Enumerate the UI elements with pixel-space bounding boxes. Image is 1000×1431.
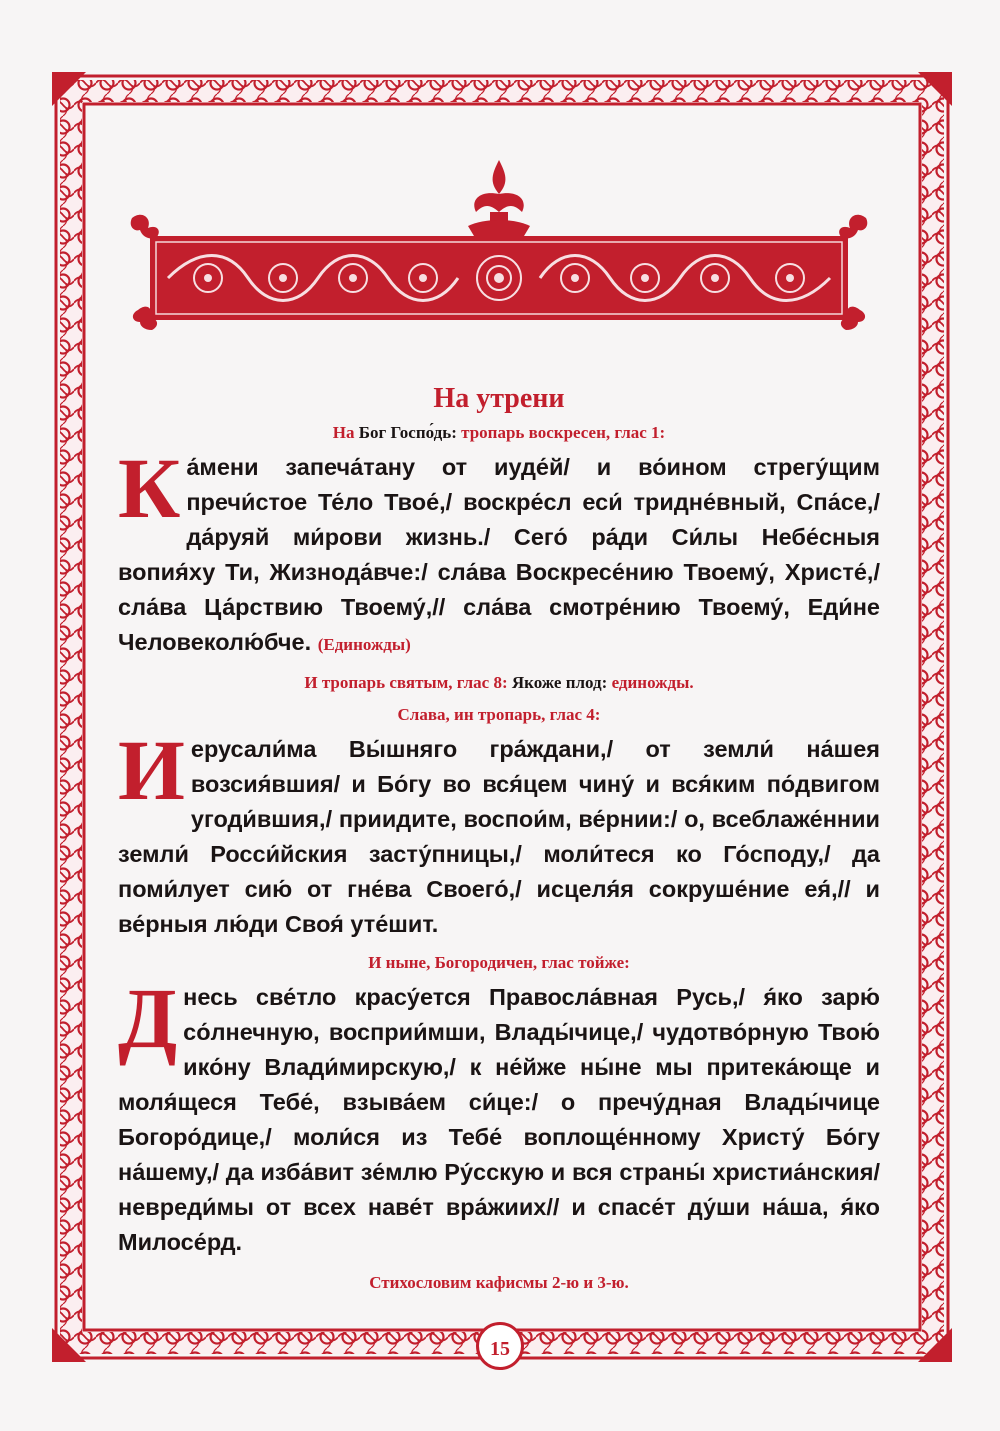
theotokion	[118, 970, 880, 1260]
rubric-incipit: Бог Госпо́дь:	[358, 423, 457, 442]
troparion-saints	[118, 722, 880, 942]
dropcap: К	[118, 440, 181, 536]
rubric-god-is-the-lord	[118, 420, 880, 446]
dropcap: И	[118, 722, 185, 818]
section-title: На утрени	[433, 383, 565, 414]
theotokion-text: несь све́тло красу́ется Правосла́вная Русь,/ я́ко зарю́ со́лнечную, восприи́мши, Влады́чице,/ чудотво́рную Твою́ ико́ну Влади́мирскую,/ к не́йже ны́не мы притека́юще и моля́щеся Тебе́, взыва́ем си́це:/ о пречу́дная Влады́чице Богоро́дице,/ моли́ся из Тебе́ воплоще́нному Христу́ Бо́гу на́шему,/ да изба́вит зе́млю Ру́сскую и вся страны́ христиа́нския/ невреди́мы от всех наве́т вра́жиих// и спасе́т ду́ши на́ша, я́ко Милосе́рд.	[118, 984, 880, 1255]
once-note: (Единожды)	[317, 635, 411, 654]
floral-vine-headpiece	[128, 160, 870, 340]
rubric-kathismata: Стихословим кафисмы 2-ю и 3-ю.	[369, 1273, 629, 1292]
service-text	[118, 378, 880, 1296]
rubric-part: На	[332, 423, 359, 442]
rubric-saints-troparion	[118, 670, 880, 696]
troparion-text: ерусали́ма Вы́шняго гра́ждани,/ от земли́ на́шея возсия́вшия/ и Бо́гу во вся́цем чину́ и вся́ким по́двигом угоди́вшия,/ приидите, воспои́м, ве́рнии:/ о, всеблаже́ннии земли́ Росси́йския засту́пницы,/ моли́теся ко Го́споду,/ да поми́лует сию́ от гне́ва Своего́,/ исцеля́я сокруше́ние ея́,// и ве́рныя лю́ди Своя́ уте́шит.	[118, 736, 880, 937]
rubric-theotokion: И ныне, Богородичен, глас тойже:	[368, 953, 630, 972]
dropcap: Д	[118, 970, 178, 1066]
page-number: 15	[476, 1322, 524, 1370]
rubric-glory: Слава, ин тропарь, глас 4:	[397, 705, 601, 724]
rubric-part: единожды.	[607, 673, 694, 692]
rubric-part: тропарь воскресен, глас 1:	[456, 423, 666, 442]
troparion-text: а́мени запеча́тану от иуде́й/ и во́ином стрегу́щим пречи́стое Те́ло Твое́,/ воскре́сл еси́ тридне́вный, Спа́се,/ да́руяй ми́рови жизнь./ Сего́ ра́ди Си́лы Небе́сныя вопия́ху Ти, Жизнода́вче:/ сла́ва Воскресе́нию Твоему́, Христе́,/ сла́ва Ца́рствию Твоему́,// сла́ва смотре́нию Твоему́, Еди́не Человеколю́бче.	[118, 454, 880, 655]
troparion-resurrection	[118, 440, 880, 662]
rubric-part: И тропарь святым, глас 8:	[304, 673, 512, 692]
rubric-incipit: Якоже плод:	[511, 673, 608, 692]
